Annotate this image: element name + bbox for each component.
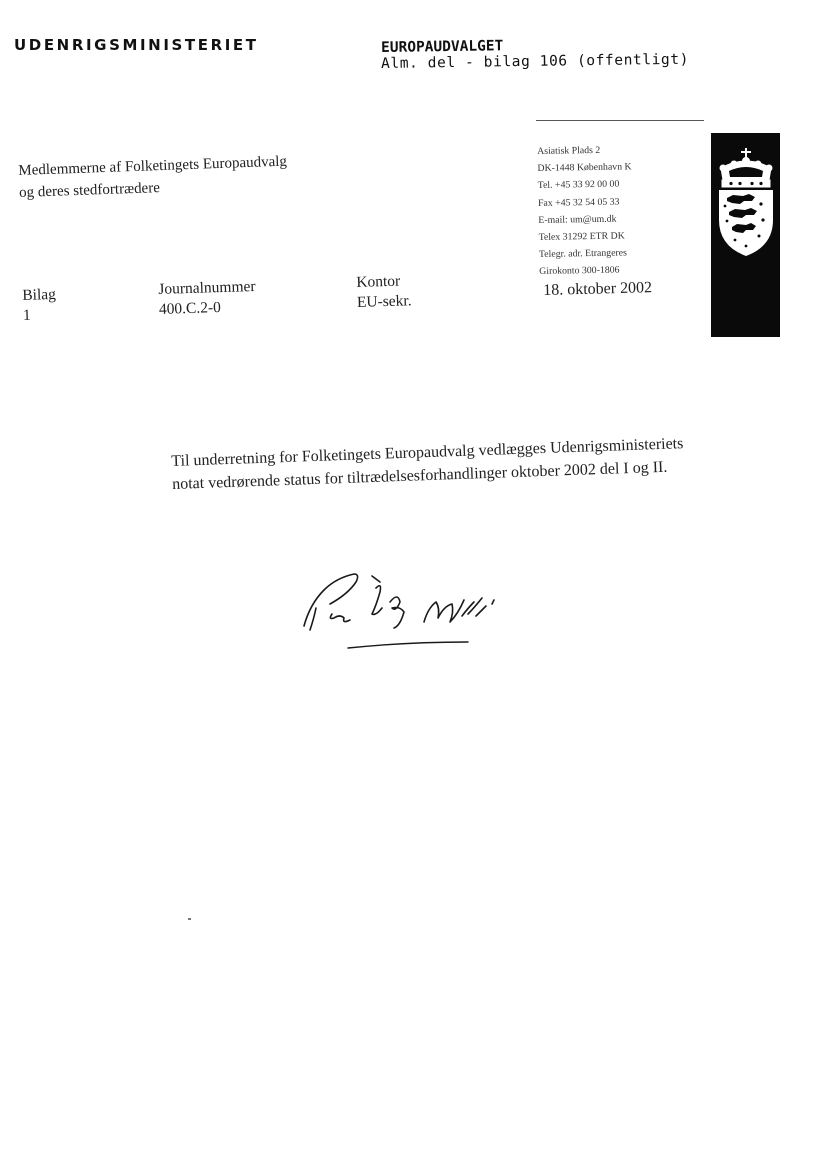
body-paragraph: Til underretning for Folketingets Europaudvalg vedlægges Udenrigsministeriets notat vedrørende status for tiltrædelsesforhandlinger oktober 2002 del I og II. — [171, 435, 684, 493]
recipient-line-2: og deres stedfortrædere — [18, 180, 161, 201]
divider — [536, 120, 704, 121]
address-city: DK-1448 København K — [537, 161, 632, 175]
journal-label: Journalnummer — [158, 277, 256, 298]
bilag-label: Bilag — [22, 285, 57, 304]
scan-speck — [188, 918, 191, 920]
kontor-value: EU-sekr. — [356, 292, 412, 311]
journal-value: 400.C.2-0 — [158, 299, 222, 318]
recipient-block — [18, 151, 288, 204]
kontor-label: Kontor — [356, 272, 401, 291]
kontor-field — [356, 271, 412, 313]
stamp-title: EUROPAUDVALGET — [381, 38, 504, 56]
bilag-value: 1 — [22, 306, 31, 324]
address-block — [537, 141, 634, 280]
address-email: E-mail: um@um.dk — [538, 213, 617, 226]
address-giro: Girokonto 300-1806 — [539, 265, 620, 278]
journal-field — [158, 277, 257, 320]
signature-image — [296, 568, 506, 652]
danish-coat-of-arms-icon — [713, 146, 779, 258]
address-fax: Fax +45 32 54 05 33 — [537, 196, 620, 209]
stamp-reference: Alm. del - bilag 106 (offentligt) — [381, 51, 690, 72]
address-telex: Telex 31292 ETR DK — [538, 230, 625, 244]
recipient-line-1: Medlemmerne af Folketingets Europaudvalg — [18, 153, 288, 179]
address-telegr: Telegr. adr. Etrangeres — [538, 247, 628, 261]
ministry-name: UDENRIGSMINISTERIET — [14, 36, 259, 54]
address-street: Asiatisk Plads 2 — [537, 144, 601, 157]
letter-date: 18. oktober 2002 — [543, 279, 653, 299]
address-tel: Tel. +45 33 92 00 00 — [537, 178, 620, 192]
bilag-field — [22, 285, 57, 326]
